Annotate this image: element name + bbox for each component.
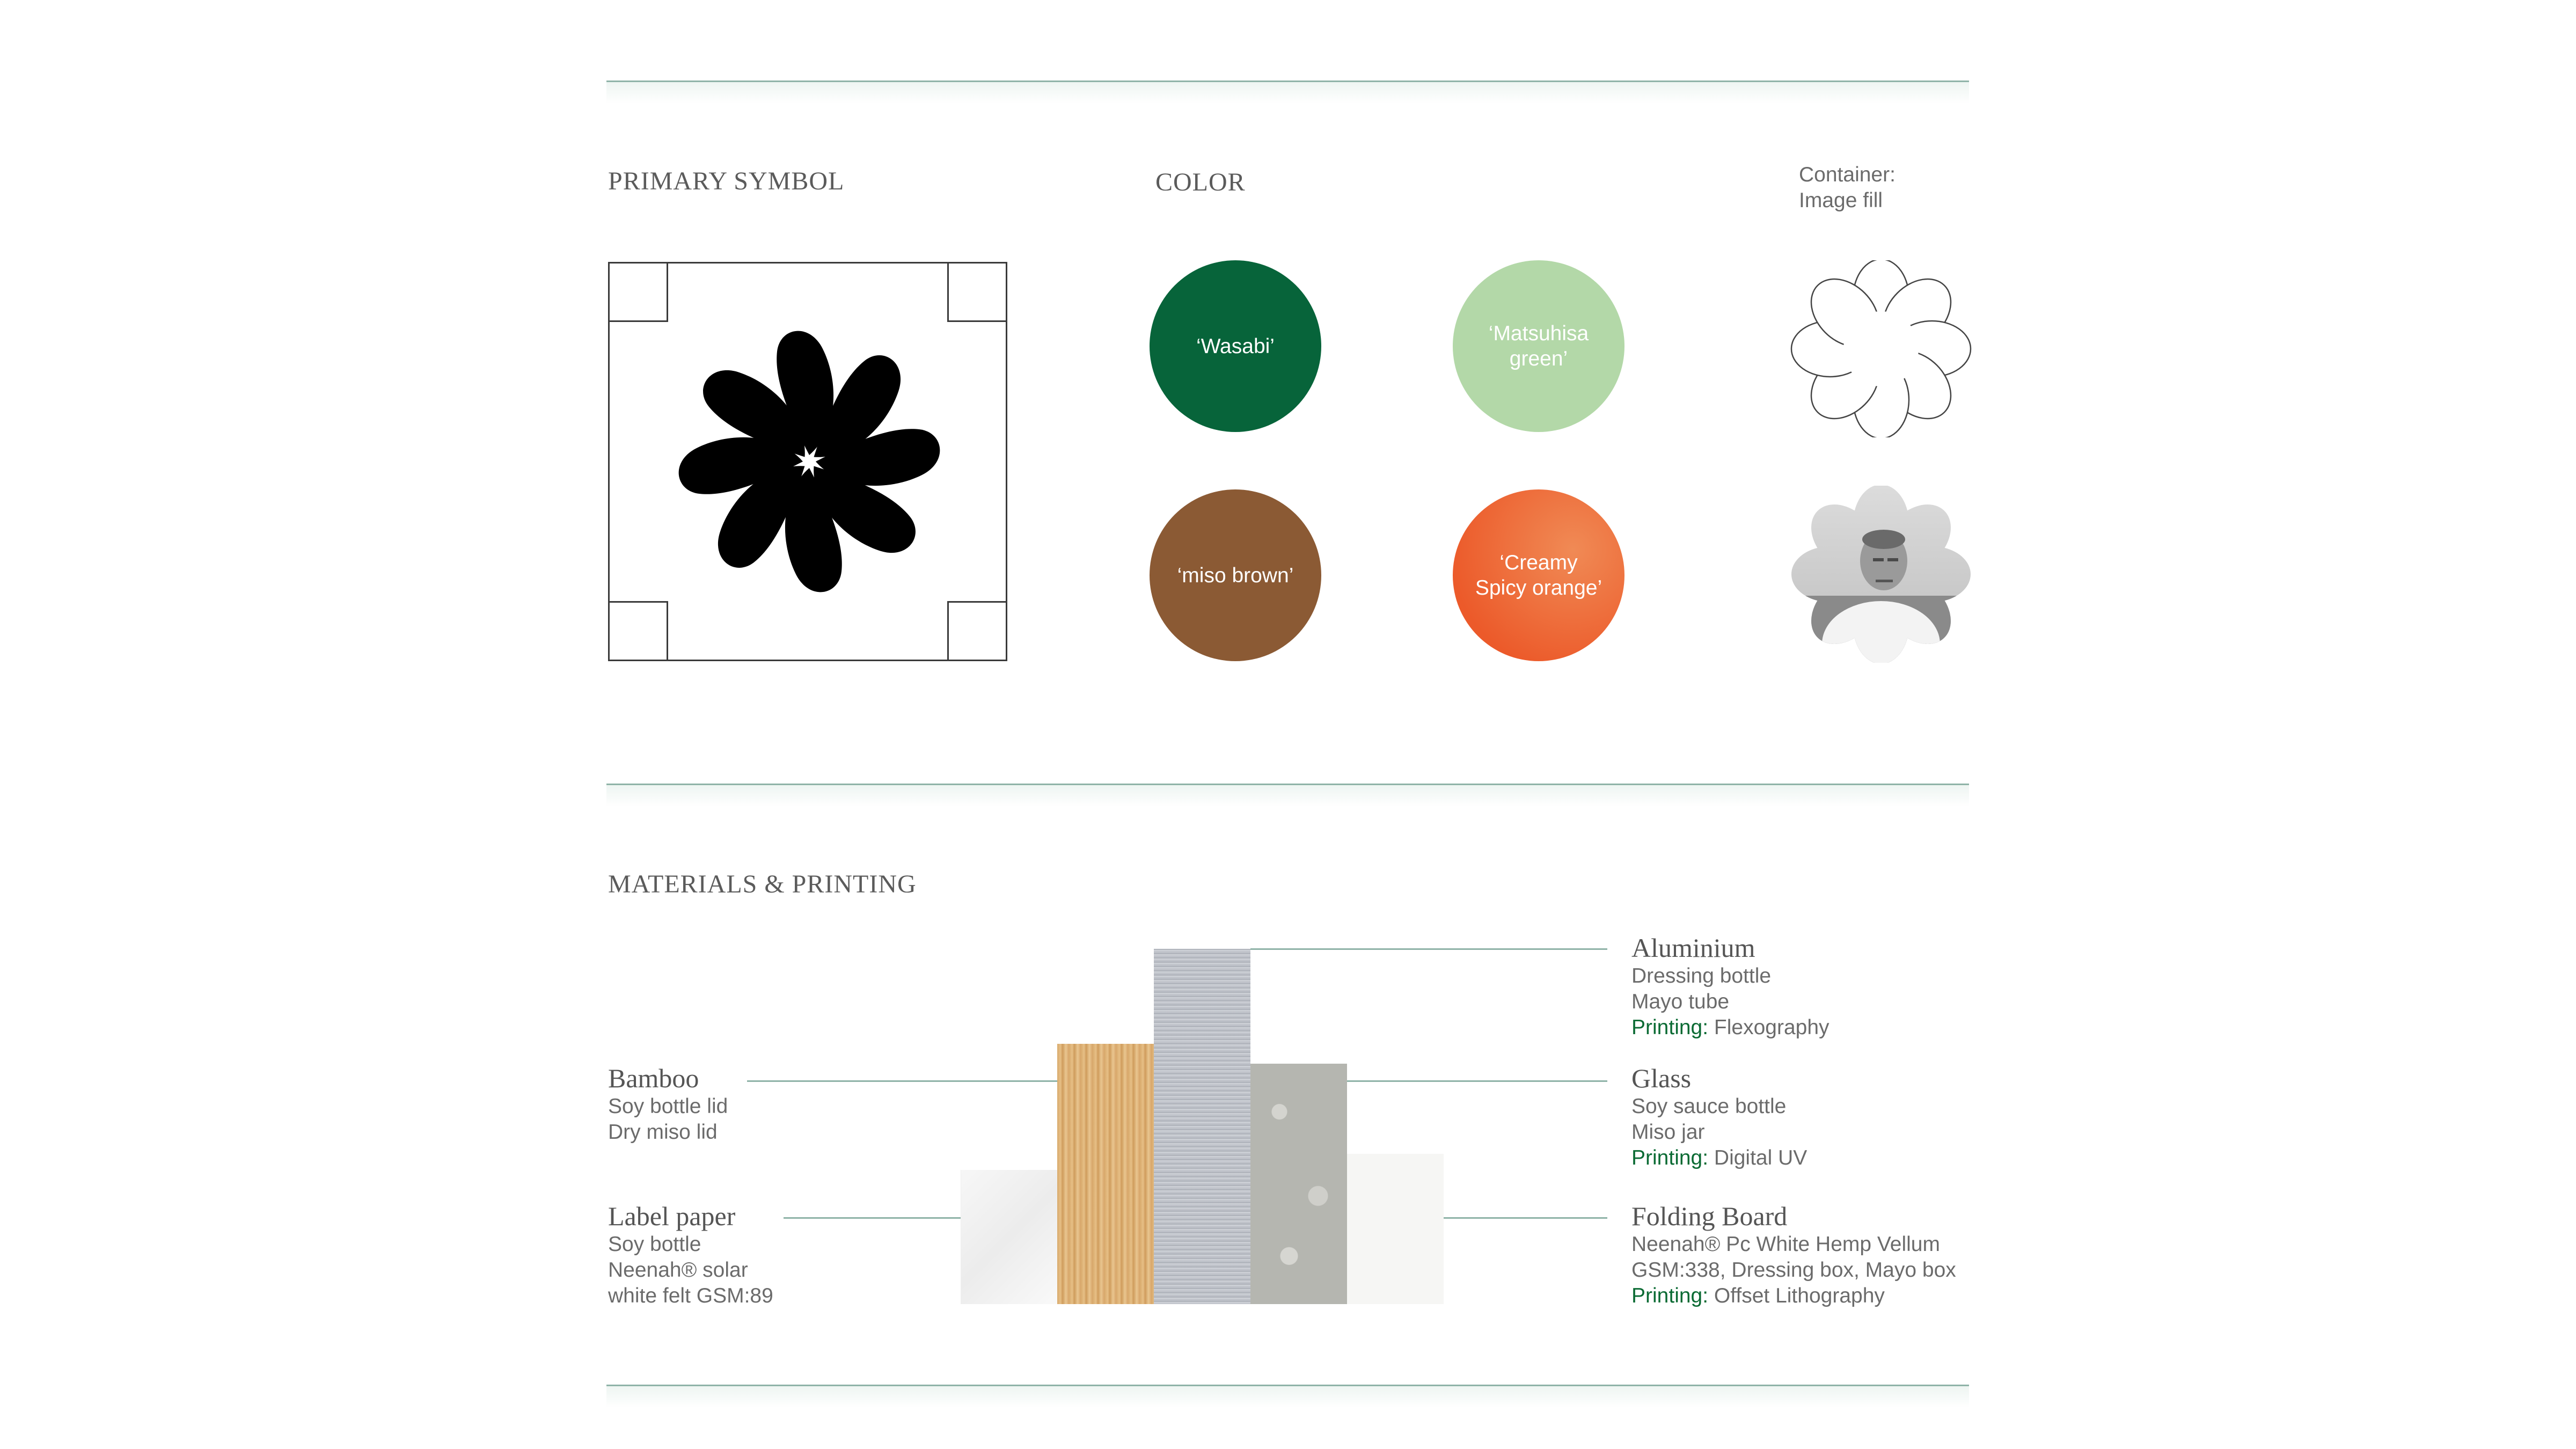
- container-label: [1799, 162, 1896, 214]
- container-label-line1: Container:: [1799, 163, 1896, 186]
- label-paper-use: Soy bottle: [608, 1233, 701, 1256]
- container-label-line2: Image fill: [1799, 189, 1883, 212]
- materials-heading: MATERIALS & PRINTING: [608, 870, 917, 898]
- swatch-label: ‘miso brown’: [1177, 564, 1294, 587]
- bamboo-use: Dry miso lid: [608, 1121, 718, 1144]
- label-paper-texture: [961, 1170, 1058, 1304]
- aluminium-info: [1631, 932, 1829, 1041]
- aluminium-texture: [1154, 949, 1250, 1304]
- glass-texture: [1250, 1064, 1347, 1304]
- label-paper-use: Neenah® solar: [608, 1258, 748, 1282]
- folding-board-texture: [1347, 1154, 1444, 1304]
- flower-image-fill: [1790, 486, 1972, 663]
- folding-board-use: Neenah® Pc White Hemp Vellum: [1631, 1233, 1940, 1256]
- bamboo-info: [608, 1063, 728, 1145]
- folding-board-printing: [1631, 1283, 1956, 1309]
- bamboo-leader-line: [747, 1080, 1057, 1082]
- color-swatch-wasabi: [1150, 260, 1321, 432]
- swatch-label: ‘Matsuhisa: [1488, 322, 1589, 345]
- folding-board-leader-line: [1444, 1217, 1607, 1219]
- swatch-label: ‘Wasabi’: [1196, 334, 1275, 358]
- swatch-label: Spicy orange’: [1475, 576, 1602, 599]
- glass-title: Glass: [1631, 1063, 1692, 1093]
- folding-board-use: GSM:338, Dressing box, Mayo box: [1631, 1258, 1956, 1282]
- printing-value: Offset Lithography: [1708, 1284, 1885, 1307]
- printing-label: Printing:: [1631, 1016, 1709, 1039]
- bottom-divider: [606, 1385, 1969, 1386]
- color-swatch-creamy-spicy-orange: [1453, 489, 1624, 661]
- glass-printing: [1631, 1145, 1807, 1171]
- printing-label: Printing:: [1631, 1146, 1709, 1169]
- label-paper-title: Label paper: [608, 1201, 736, 1231]
- color-heading: COLOR: [1155, 168, 1246, 196]
- bamboo-title: Bamboo: [608, 1063, 699, 1093]
- swatch-label: ‘Creamy: [1499, 551, 1578, 574]
- flower-outline-icon: [1790, 260, 1972, 437]
- printing-value: Digital UV: [1708, 1146, 1807, 1169]
- aluminium-leader-line: [1250, 948, 1607, 950]
- color-swatch-matsuhisa-green: [1453, 260, 1624, 432]
- glass-use: Soy sauce bottle: [1631, 1095, 1787, 1118]
- top-divider: [606, 80, 1969, 82]
- aluminium-use: Dressing bottle: [1631, 964, 1772, 987]
- primary-symbol-icon: [610, 264, 1006, 660]
- label-paper-info: [608, 1201, 773, 1309]
- bamboo-texture: [1057, 1044, 1154, 1304]
- middle-divider: [606, 784, 1969, 785]
- glass-info: [1631, 1063, 1807, 1171]
- bamboo-use: Soy bottle lid: [608, 1095, 728, 1118]
- primary-symbol-frame: [608, 262, 1007, 661]
- label-paper-leader-line: [784, 1217, 961, 1219]
- aluminium-printing: [1631, 1015, 1829, 1041]
- swatch-label: green’: [1509, 347, 1568, 370]
- printing-value: Flexography: [1708, 1016, 1829, 1039]
- printing-label: Printing:: [1631, 1284, 1709, 1307]
- folding-board-info: [1631, 1201, 1956, 1309]
- glass-use: Miso jar: [1631, 1121, 1705, 1144]
- label-paper-use: white felt GSM:89: [608, 1284, 773, 1307]
- primary-symbol-heading: PRIMARY SYMBOL: [608, 167, 845, 195]
- folding-board-title: Folding Board: [1631, 1201, 1788, 1231]
- color-swatch-miso-brown: [1150, 489, 1321, 661]
- aluminium-title: Aluminium: [1631, 933, 1755, 963]
- aluminium-use: Mayo tube: [1631, 990, 1730, 1013]
- glass-leader-line: [1347, 1080, 1607, 1082]
